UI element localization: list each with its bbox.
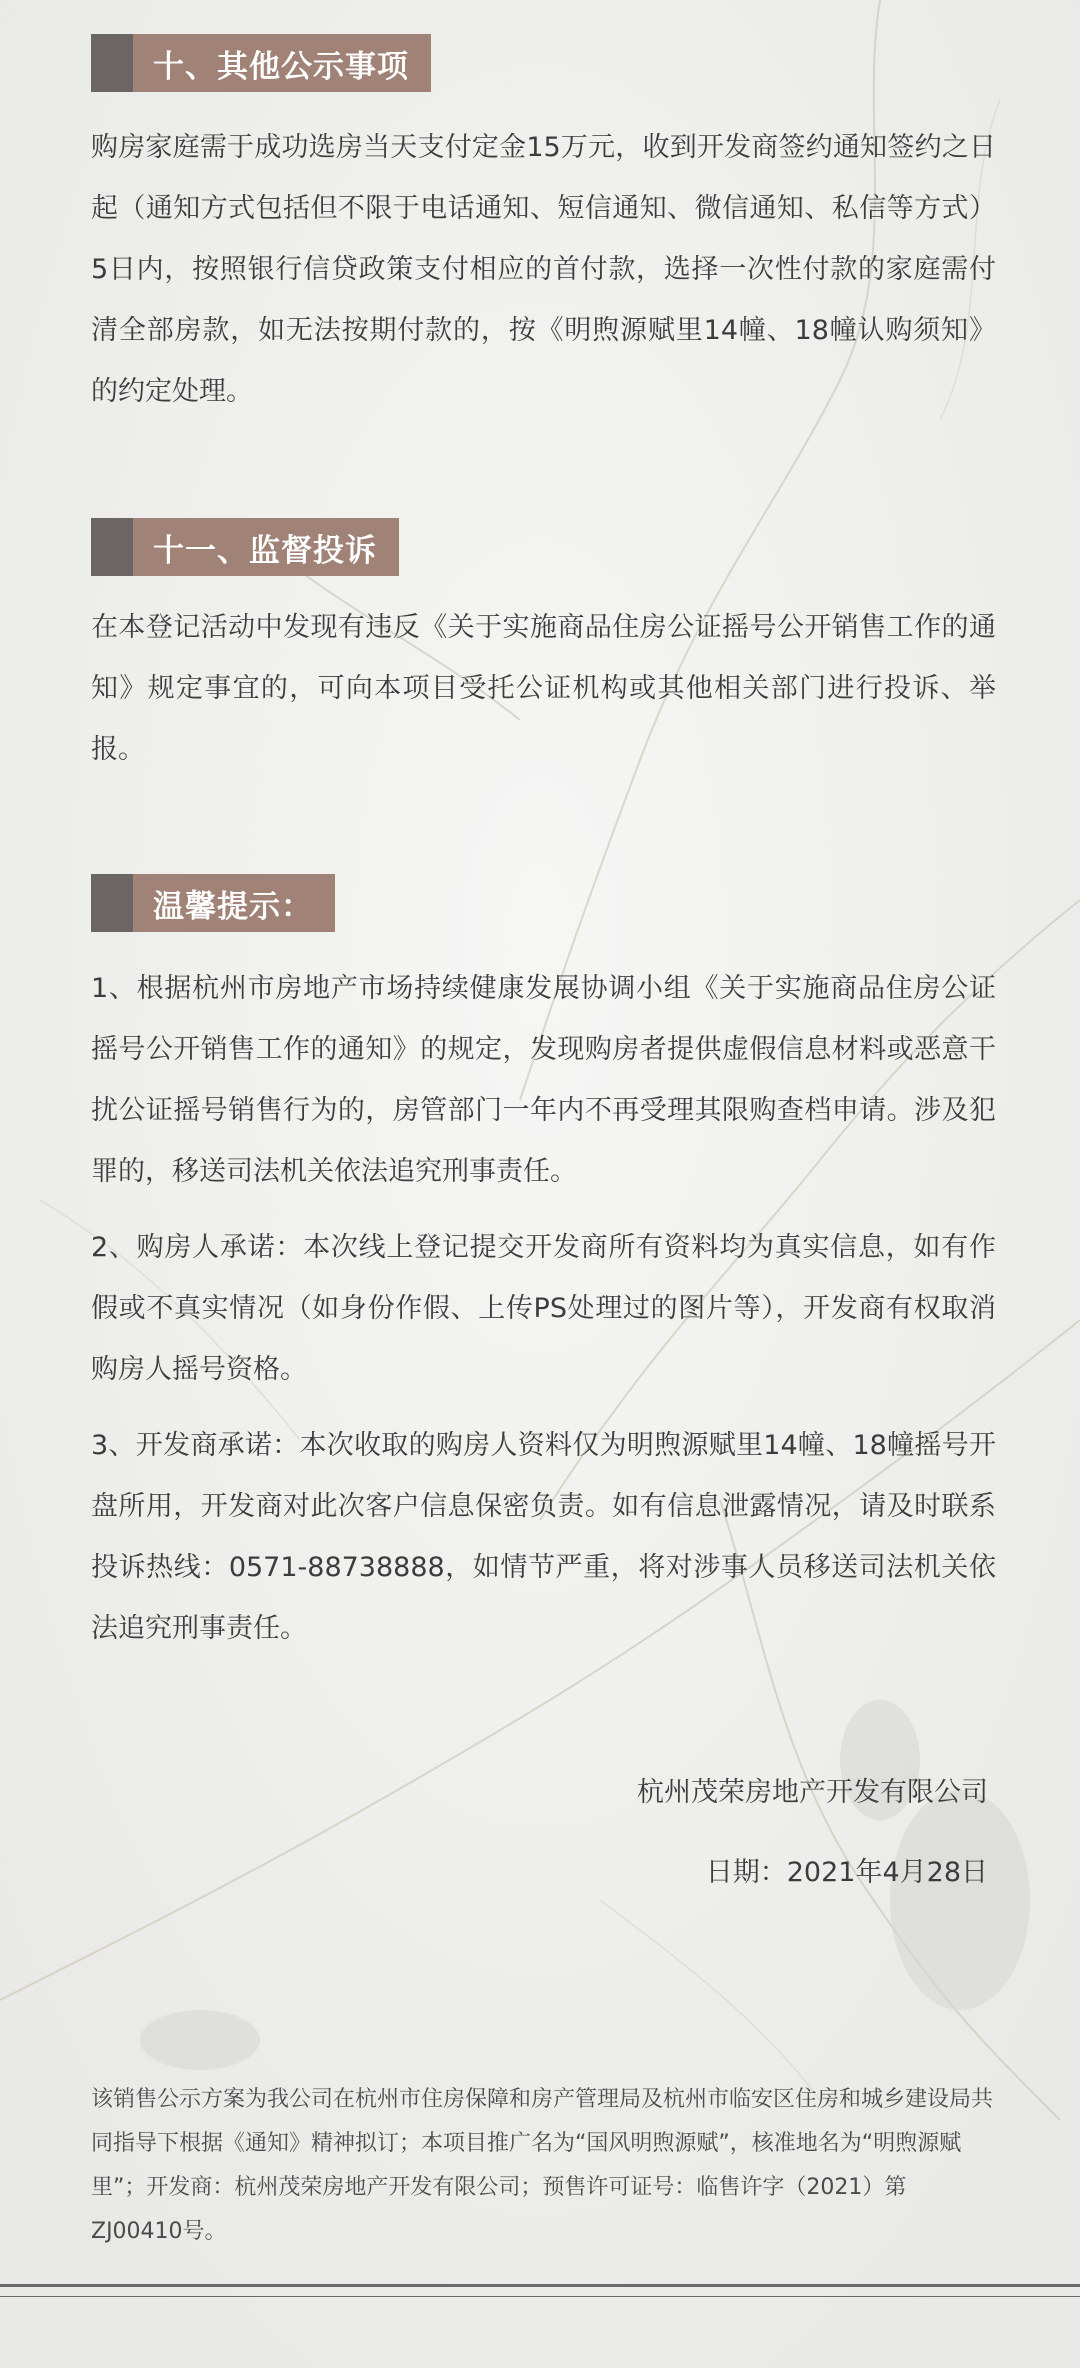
bottom-divider-thin bbox=[0, 2296, 1080, 2297]
tips-title: 温馨提示： bbox=[133, 874, 335, 932]
signature-date: 日期：2021年4月28日 bbox=[705, 1857, 988, 1888]
tip-item-3: 3、开发商承诺：本次收取的购房人资料仅为明煦源赋里14幢、18幢摇号开盘所用，开发商对此次客户信息保密负责。如有信息泄露情况，请及时联系投诉热线：0571-88738888，如情节严重，将对涉事人员移送司法机关依法追究刑事责任。 bbox=[91, 1430, 996, 1644]
footer-disclaimer: 该销售公示方案为我公司在杭州市住房保障和房产管理局及杭州市临安区住房和城乡建设局共同指导下根据《通知》精神拟订；本项目推广名为“国风明煦源赋”，核准地名为“明煦源赋里”；开发商：杭州茂荣房地产开发有限公司；预售许可证号：临售许字（2021）第ZJ00410号。 bbox=[91, 2087, 994, 2244]
section-10-title: 十、其他公示事项 bbox=[133, 34, 431, 92]
section-11-header bbox=[91, 518, 399, 576]
section-11-body: 在本登记活动中发现有违反《关于实施商品住房公证摇号公开销售工作的通知》规定事宜的，可向本项目受托公证机构或其他相关部门进行投诉、举报。 bbox=[91, 612, 996, 765]
section-title-bar bbox=[91, 34, 133, 92]
tips-header bbox=[91, 874, 335, 932]
company-signature: 杭州茂荣房地产开发有限公司 bbox=[637, 1777, 988, 1808]
section-11-title: 十一、监督投诉 bbox=[133, 518, 399, 576]
section-10-header bbox=[91, 34, 431, 92]
section-10-body: 购房家庭需于成功选房当天支付定金15万元，收到开发商签约通知签约之日起（通知方式包括但不限于电话通知、短信通知、微信通知、私信等方式）5日内，按照银行信贷政策支付相应的首付款，选择一次性付款的家庭需付清全部房款，如无法按期付款的，按《明煦源赋里14幢、18幢认购须知》的约定处理。 bbox=[91, 132, 996, 407]
tip-item-1: 1、根据杭州市房地产市场持续健康发展协调小组《关于实施商品住房公证摇号公开销售工作的通知》的规定，发现购房者提供虚假信息材料或恶意干扰公证摇号销售行为的，房管部门一年内不再受理其限购查档申请。涉及犯罪的，移送司法机关依法追究刑事责任。 bbox=[91, 973, 996, 1187]
bottom-divider bbox=[0, 2284, 1080, 2287]
section-title-bar bbox=[91, 518, 133, 576]
tip-item-2: 2、购房人承诺：本次线上登记提交开发商所有资料均为真实信息，如有作假或不真实情况（如身份作假、上传PS处理过的图片等），开发商有权取消购房人摇号资格。 bbox=[91, 1232, 996, 1385]
section-title-bar bbox=[91, 874, 133, 932]
